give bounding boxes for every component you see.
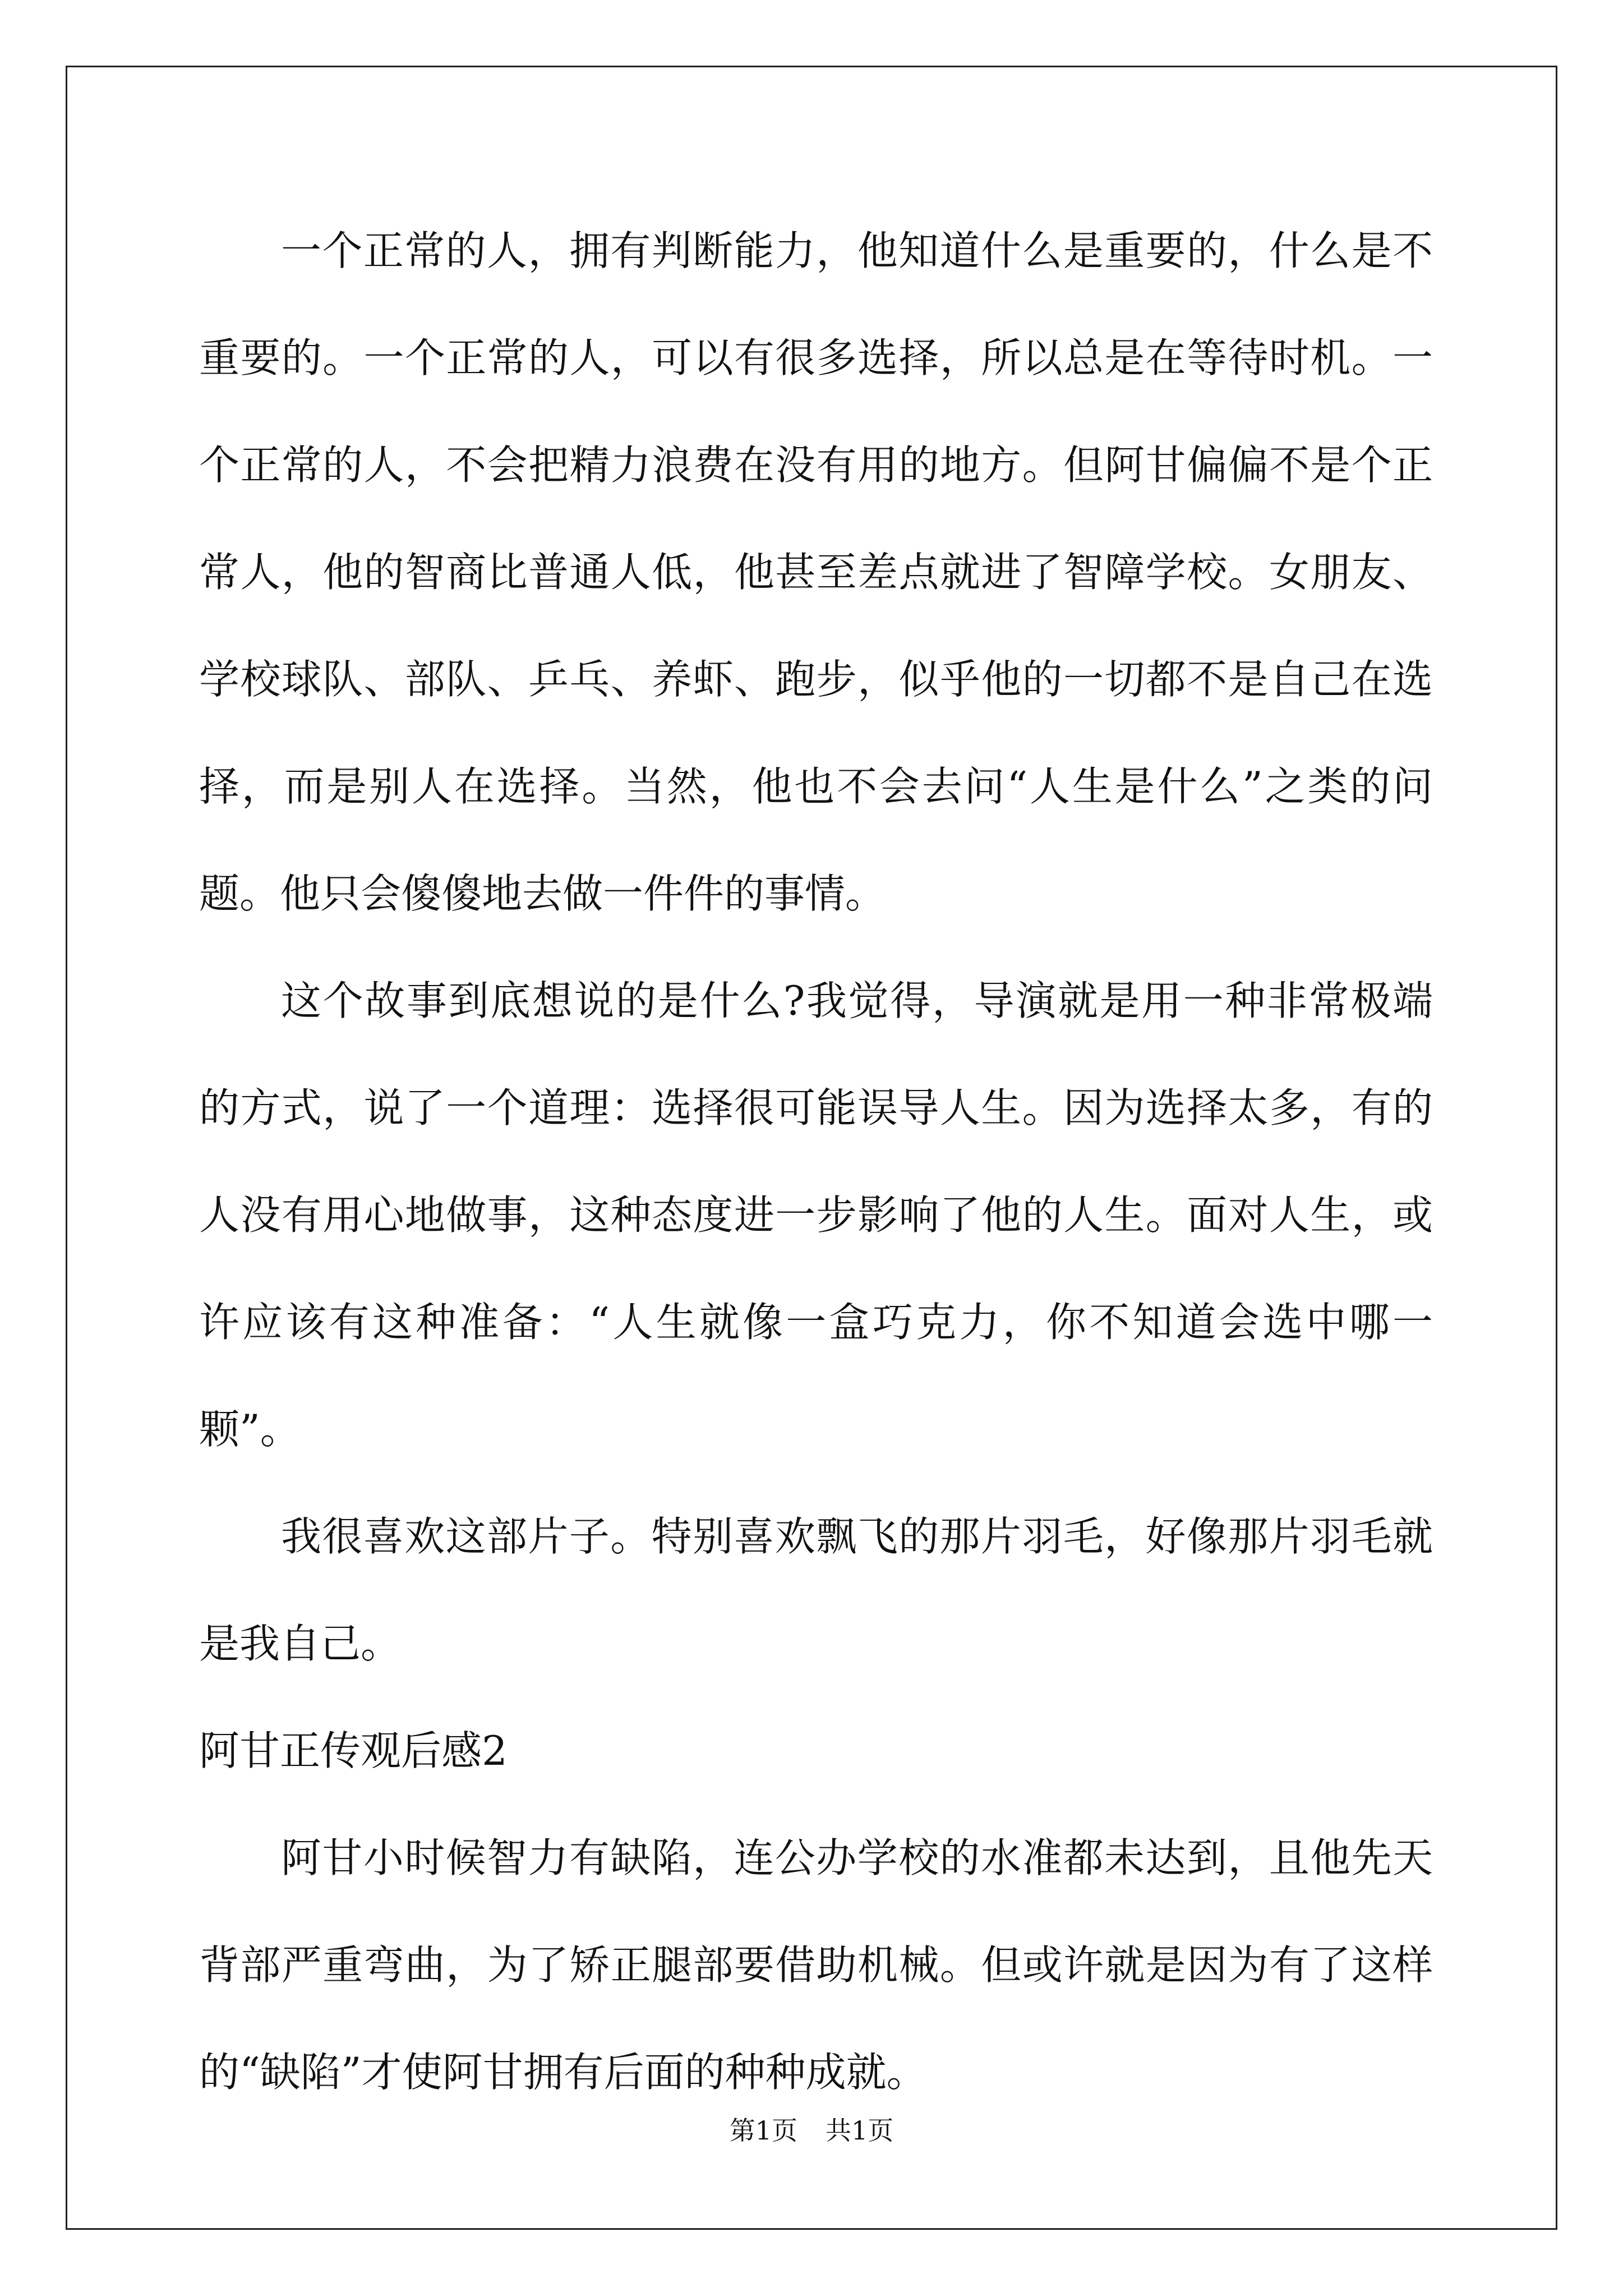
page-number: 第1页	[729, 2115, 797, 2146]
paragraph-4: 阿甘小时候智力有缺陷，连公办学校的水准都未达到，且他先天背部严重弯曲，为了矫正腿部要借助机械。但或许就是因为有了这样的“缺陷”才使阿甘拥有后面的种种成就。	[199, 1834, 1433, 2096]
document-body	[199, 197, 1433, 2126]
paragraph-2: 这个故事到底想说的是什么?我觉得，导演就是用一种非常极端的方式，说了一个道理：选择很可能误导人生。因为选择太多，有的人没有用心地做事，这种态度进一步影响了他的人生。面对人生，或许应该有这种准备：“人生就像一盒巧克力，你不知道会选中哪一颗”。	[199, 977, 1433, 1453]
page-total: 共1页	[826, 2115, 894, 2146]
paragraph-3: 我很喜欢这部片子。特别喜欢飘飞的那片羽毛，好像那片羽毛就是我自己。	[199, 1513, 1433, 1667]
section-title: 阿甘正传观后感2	[199, 1727, 508, 1774]
paragraph-1: 一个正常的人，拥有判断能力，他知道什么是重要的，什么是不重要的。一个正常的人，可以有很多选择，所以总是在等待时机。一个正常的人，不会把精力浪费在没有用的地方。但阿甘偏偏不是个正常人，他的智商比普通人低，他甚至差点就进了智障学校。女朋友、学校球队、部队、乒乓、养虾、跑步，似乎他的一切都不是自己在选择，而是别人在选择。当然，他也不会去问“人生是什么”之类的问题。他只会傻傻地去做一件件的事情。	[199, 227, 1433, 917]
page-footer	[0, 2114, 1623, 2147]
